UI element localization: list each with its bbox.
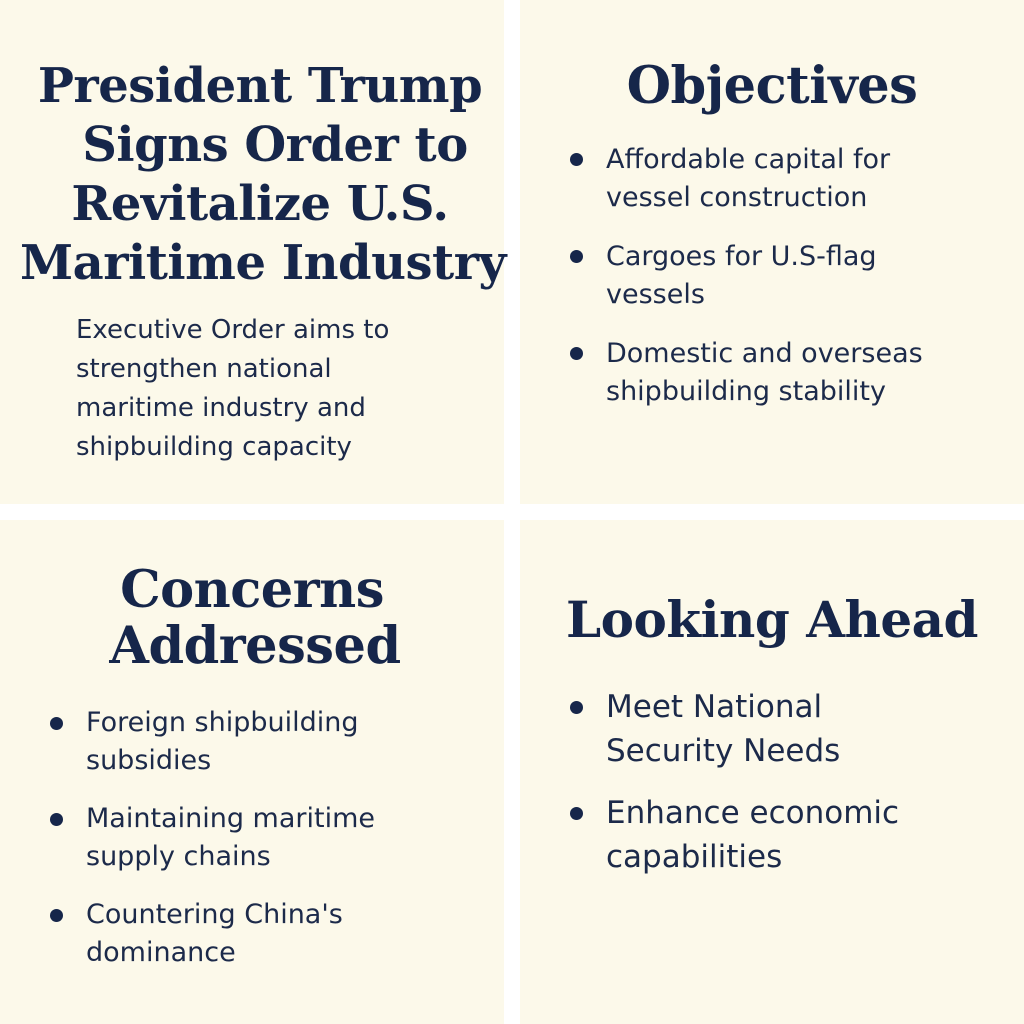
looking-ahead-title: Looking Ahead: [565, 590, 979, 649]
list-item-line: Maintaining maritime: [86, 803, 375, 834]
bullet-icon: [50, 909, 63, 922]
concerns-list: [50, 704, 490, 992]
subtitle-line: shipbuilding capacity: [76, 432, 352, 462]
subtitle-line: strengthen national: [76, 354, 332, 384]
bullet-icon: [570, 347, 583, 360]
list-item-line: Countering China's: [86, 899, 343, 930]
list-item: [570, 791, 1010, 879]
bullet-icon: [570, 807, 583, 820]
list-item: [570, 141, 1010, 217]
concerns-panel: [0, 520, 504, 1024]
objectives-panel: [520, 0, 1024, 504]
headline-title-line: President Trump: [37, 58, 483, 114]
concerns-title-line: Addressed: [109, 616, 401, 676]
looking-ahead-list: [570, 685, 1010, 897]
headline-title-line: Revitalize U.S.: [71, 176, 449, 232]
list-item-line: vessels: [606, 279, 705, 310]
objectives-title: Objectives: [626, 56, 918, 116]
bullet-icon: [570, 701, 583, 714]
list-item-line: capabilities: [606, 839, 783, 875]
bullet-icon: [570, 153, 583, 166]
list-item-line: Foreign shipbuilding: [86, 707, 359, 738]
list-item-line: supply chains: [86, 841, 271, 872]
list-item-line: subsidies: [86, 745, 212, 776]
list-item-line: Cargoes for U.S-flag: [606, 241, 877, 272]
concerns-title: [0, 562, 504, 674]
list-item-line: Affordable capital for: [606, 144, 891, 175]
list-item-line: Domestic and overseas: [606, 338, 923, 369]
headline-subtitle: [76, 311, 496, 467]
list-item-line: Enhance economic: [606, 795, 900, 831]
bullet-icon: [50, 813, 63, 826]
objectives-list: [570, 141, 1010, 432]
list-item: [570, 238, 1010, 314]
subtitle-line: Executive Order aims to: [76, 315, 390, 345]
bullet-icon: [570, 250, 583, 263]
headline-title-line: Maritime Industry: [20, 235, 506, 291]
headline-title-line: Signs Order to: [82, 117, 468, 173]
bullet-icon: [50, 717, 63, 730]
list-item: [570, 685, 1010, 773]
headline-title: [20, 57, 506, 293]
concerns-title-line: Concerns: [120, 560, 384, 620]
list-item-line: Security Needs: [606, 733, 841, 769]
list-item: [50, 896, 490, 972]
list-item: [50, 800, 490, 876]
looking-ahead-panel: [520, 520, 1024, 1024]
list-item-line: dominance: [86, 937, 236, 968]
list-item: [50, 704, 490, 780]
list-item: [570, 335, 1010, 411]
list-item-line: vessel construction: [606, 182, 868, 213]
subtitle-line: maritime industry and: [76, 393, 366, 423]
headline-panel: [0, 0, 504, 504]
list-item-line: Meet National: [606, 689, 823, 725]
list-item-line: shipbuilding stability: [606, 376, 886, 407]
